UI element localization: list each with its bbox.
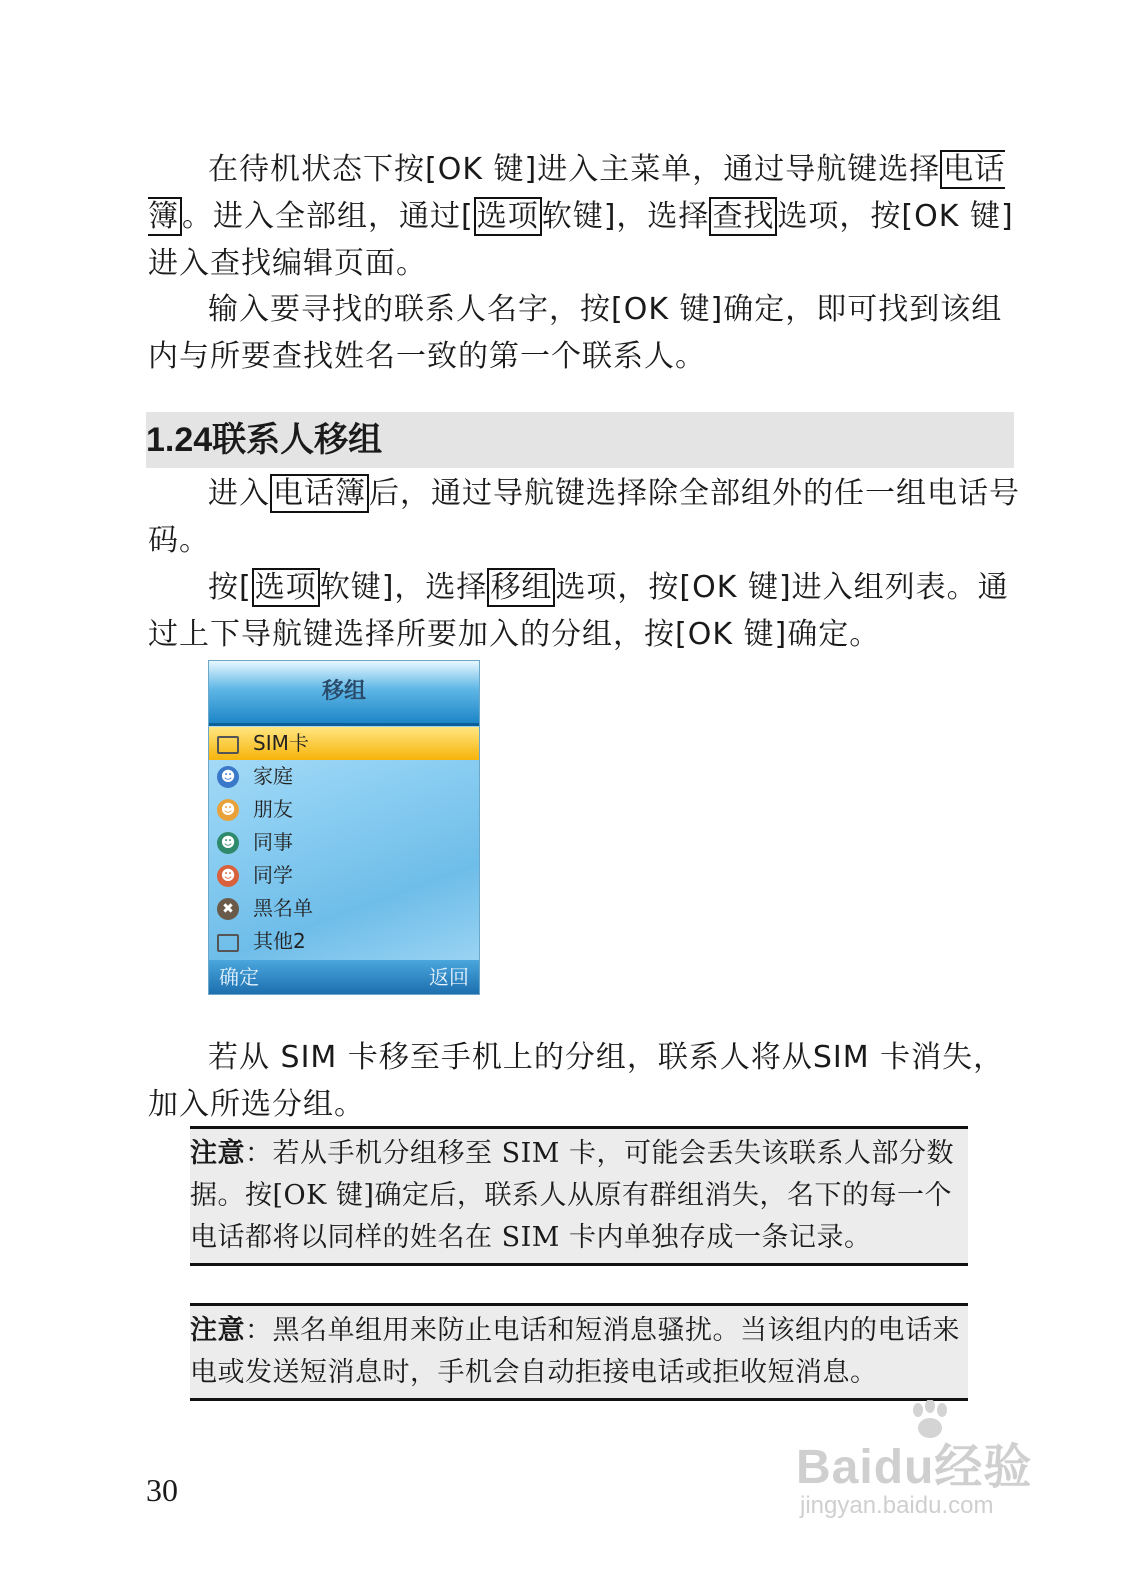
- para3-text-b: 后，通过导航键选择除全部组外的任一组电话号码。: [148, 476, 1020, 558]
- para4-text-c: 选项，按[OK 键]进入组列表。通过上下导航键选择所要加入的分组，按[OK 键]确定。: [148, 570, 1009, 652]
- note-label: 注意: [190, 1138, 245, 1169]
- paragraph-move-group: [148, 564, 1028, 658]
- paragraph-enter-name: [148, 286, 1028, 380]
- group-item-sim[interactable]: [209, 727, 479, 760]
- para1-text-b: 。进入全部组，通过[: [182, 199, 474, 234]
- note-box-2: [190, 1303, 968, 1401]
- blacklist-icon: ✖: [217, 898, 239, 920]
- note-text: ：黑名单组用来防止电话和短消息骚扰。当该组内的电话来电或发送短消息时，手机会自动拒接电话或拒收短消息。: [190, 1315, 960, 1388]
- phonebook-box-label-2: 电话簿: [270, 474, 369, 513]
- note-text: ：若从手机分组移至 SIM 卡，可能会丢失该联系人部分数据。按[OK 键]确定后，联系人从原有群组消失，名下的每一个电话都将以同样的姓名在 SIM 卡内单独存成一条记录。: [190, 1138, 954, 1253]
- group-item-label: 家庭: [253, 764, 293, 788]
- paragraph-sim-move: [148, 1034, 1028, 1128]
- classmate-icon: ☻: [217, 865, 239, 887]
- group-item-friend[interactable]: [209, 793, 479, 826]
- para1-text-a: 在待机状态下按[OK 键]进入主菜单，通过导航键选择: [208, 152, 941, 187]
- friend-icon: ☻: [217, 799, 239, 821]
- other-icon: [217, 934, 239, 952]
- group-item-label: 其他2: [253, 929, 306, 953]
- para4-text-a: 按[: [208, 570, 252, 605]
- paragraph-enter-phonebook: [148, 470, 1028, 564]
- section-heading: 1.24联系人移组: [146, 412, 1014, 468]
- family-icon: ☻: [217, 766, 239, 788]
- group-item-label: SIM卡: [253, 731, 309, 755]
- note-label: 注意: [190, 1315, 245, 1346]
- search-box-label: 查找: [709, 197, 777, 236]
- group-item-colleague[interactable]: [209, 826, 479, 859]
- group-item-label: 黑名单: [253, 896, 313, 920]
- softkey-bar: [209, 960, 479, 994]
- paragraph-open-search: [148, 146, 1028, 287]
- para1-text-d: 选项，按[OK 键]进入查找编辑页面。: [148, 199, 1014, 281]
- watermark-logo: Baidu经验: [796, 1441, 1033, 1494]
- group-item-family[interactable]: [209, 760, 479, 793]
- phone-screen-title: 移组: [209, 661, 479, 726]
- phone-screenshot: [208, 660, 480, 995]
- baidu-watermark: [796, 1400, 1056, 1530]
- options-box-label-2: 选项: [252, 568, 320, 607]
- phonebook-box-label: 电话簿: [148, 152, 1006, 234]
- colleague-icon: ☻: [217, 832, 239, 854]
- confirm-softkey[interactable]: 确定: [219, 965, 259, 989]
- watermark-url: jingyan.baidu.com: [800, 1492, 994, 1519]
- group-item-label: 同学: [253, 863, 293, 887]
- move-group-box-label: 移组: [487, 568, 555, 607]
- options-box-label: 选项: [474, 197, 542, 236]
- page-number: 30: [146, 1472, 178, 1508]
- note-box-1: [190, 1126, 968, 1266]
- back-softkey[interactable]: 返回: [429, 965, 469, 989]
- para3-text-a: 进入: [208, 476, 270, 511]
- para2-text: 输入要寻找的联系人名字，按[OK 键]确定，即可找到该组内与所要查找姓名一致的第一个联系人。: [148, 292, 1003, 374]
- group-item-other[interactable]: [209, 925, 479, 958]
- para4-text-b: 软键]，选择: [319, 570, 488, 605]
- group-item-classmate[interactable]: [209, 859, 479, 892]
- group-item-label: 朋友: [253, 797, 293, 821]
- sim-card-icon: [217, 736, 239, 754]
- group-list: [209, 727, 479, 958]
- group-item-blacklist[interactable]: [209, 892, 479, 925]
- para5-text: 若从 SIM 卡移至手机上的分组，联系人将从SIM 卡消失，加入所选分组。: [148, 1040, 1005, 1122]
- group-item-label: 同事: [253, 830, 293, 854]
- para1-text-c: 软键]，选择: [541, 199, 710, 234]
